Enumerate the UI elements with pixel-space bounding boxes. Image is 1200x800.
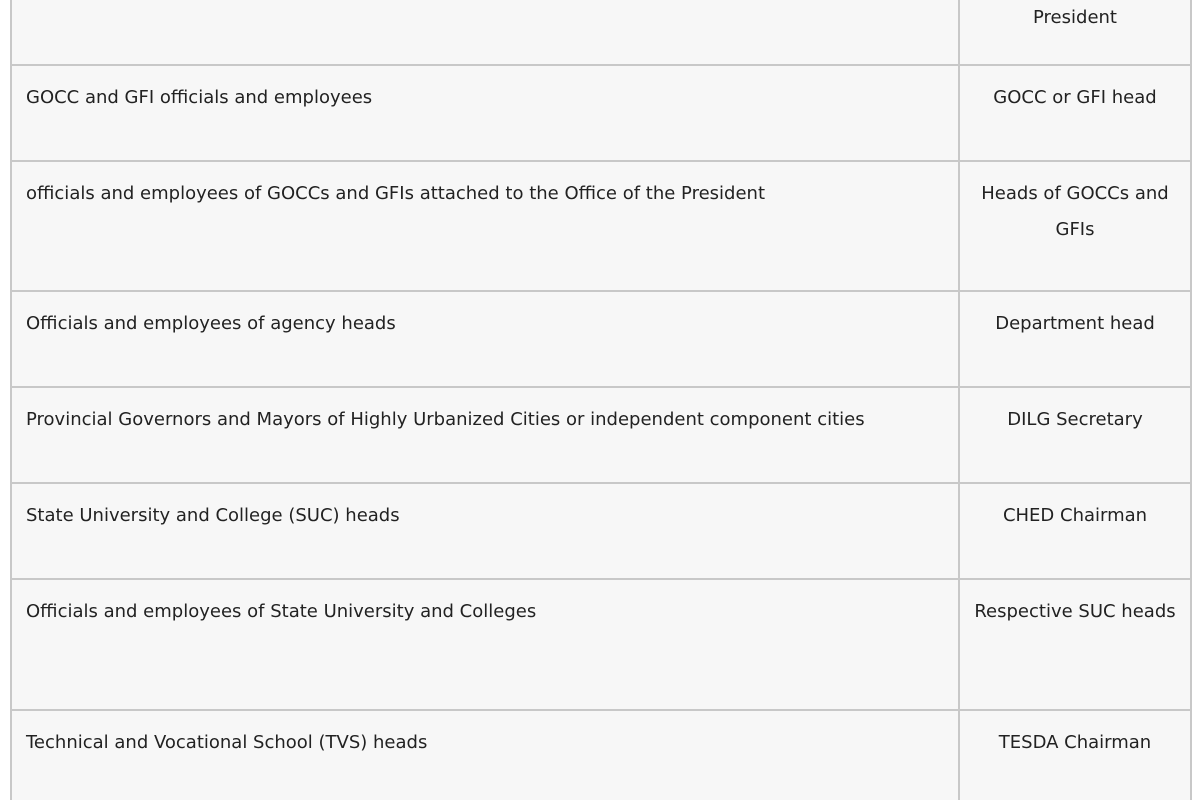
subject-cell: Officials and employees of State University and Colleges xyxy=(11,579,959,710)
authority-table xyxy=(10,0,1192,800)
subject-cell xyxy=(11,0,959,65)
authority-cell: DILG Secretary xyxy=(959,387,1191,483)
subject-cell: GOCC and GFI officials and employees xyxy=(11,65,959,161)
table-row xyxy=(11,0,1191,65)
subject-cell: officials and employees of GOCCs and GFIs attached to the Office of the President xyxy=(11,161,959,291)
subject-cell: State University and College (SUC) heads xyxy=(11,483,959,579)
table-row xyxy=(11,65,1191,161)
table-row xyxy=(11,710,1191,800)
subject-cell: Officials and employees of agency heads xyxy=(11,291,959,387)
table-row xyxy=(11,483,1191,579)
authority-cell: TESDA Chairman xyxy=(959,710,1191,800)
authority-cell: Department head xyxy=(959,291,1191,387)
table-row xyxy=(11,161,1191,291)
authority-cell: GOCC or GFI head xyxy=(959,65,1191,161)
authority-cell: Heads of GOCCs and GFIs xyxy=(959,161,1191,291)
authority-cell: Respective SUC heads xyxy=(959,579,1191,710)
subject-cell: Provincial Governors and Mayors of Highly Urbanized Cities or independent component cities xyxy=(11,387,959,483)
authority-cell: CHED Chairman xyxy=(959,483,1191,579)
table-row xyxy=(11,291,1191,387)
authority-cell: President xyxy=(959,0,1191,65)
table-row xyxy=(11,387,1191,483)
table-row xyxy=(11,579,1191,710)
subject-cell: Technical and Vocational School (TVS) heads xyxy=(11,710,959,800)
